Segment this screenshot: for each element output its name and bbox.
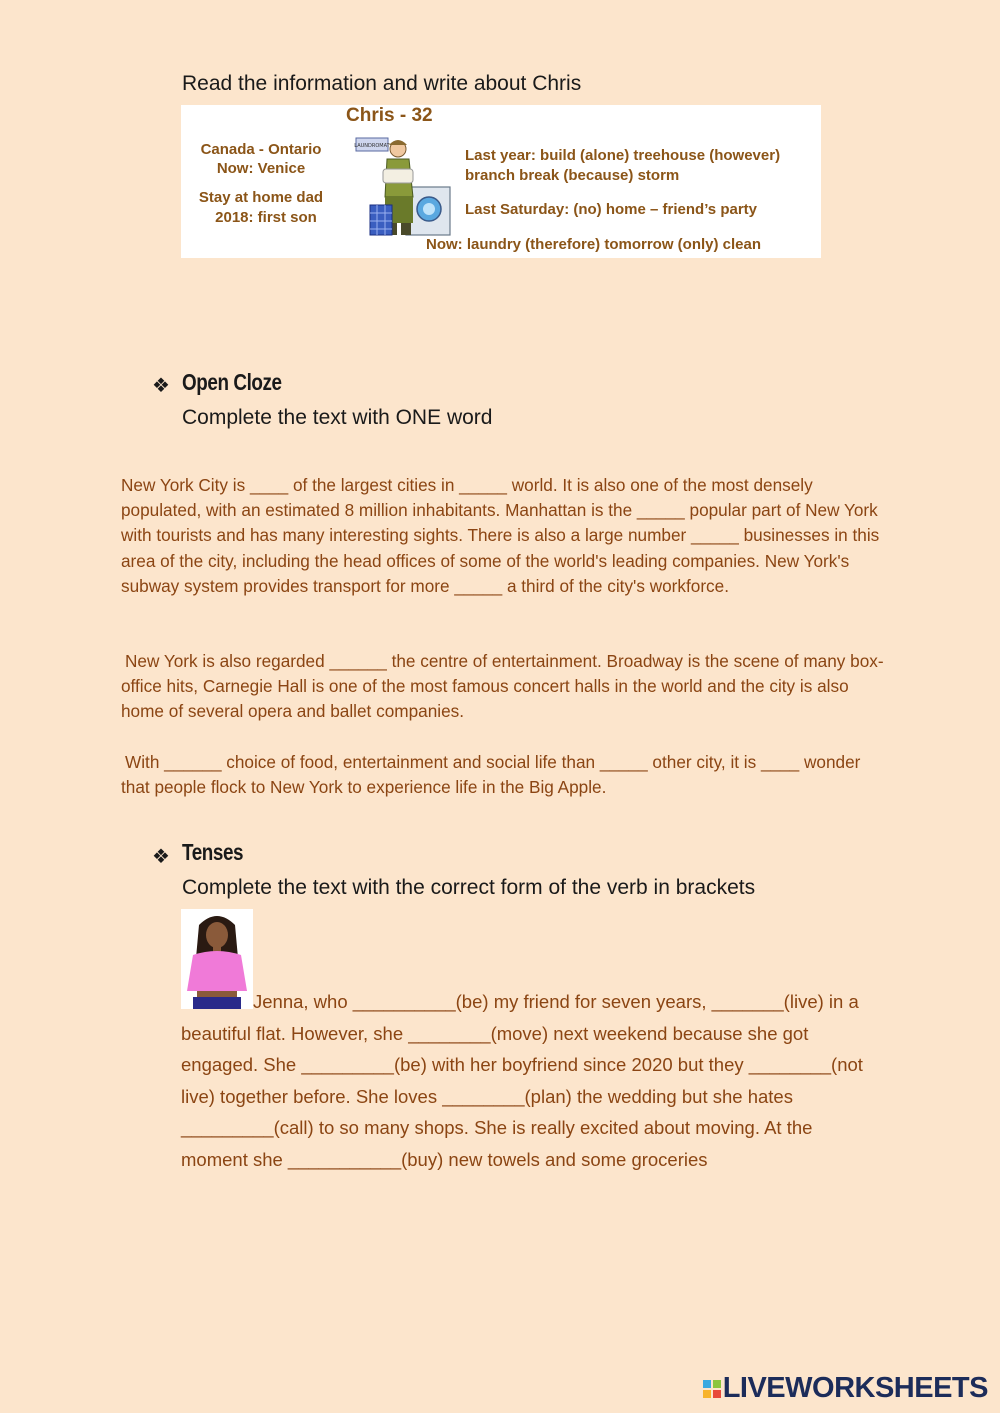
tenses-bullet-icon: ❖	[152, 846, 170, 868]
task-title: Read the information and write about Chris	[182, 72, 582, 95]
tenses-heading: Tenses	[182, 839, 244, 865]
job-text: Stay at home dad	[198, 189, 324, 206]
now-line: Now: laundry (therefore) tomorrow (only) clean	[426, 236, 762, 253]
tenses-story: Jenna, who __________(be) my friend for seven years, _______(live) in a beautiful flat. However, she ________(move) next weekend because she got engaged. She _________(be) with her boyfriend since 2020 but they ________(not live) together before. She loves ________(plan) the wedding but she hates _________(call) to so many shops. She is really excited about moving. At the moment she ___________(buy) new towels and some groceries	[181, 991, 863, 1170]
cloze-paragraph-3: With ______ choice of food, entertainment and social life than _____ other city, it is ____ wonder that people flock to New York to experience life in the Big Apple.	[121, 752, 861, 798]
cloze-paragraph-2: New York is also regarded ______ the centre of entertainment. Broadway is the scene of many box-office hits, Carnegie Hall is one of the most famous concert halls in the world and the city is also home of several opera and ballet companies.	[121, 651, 884, 722]
card-title: Chris - 32	[346, 105, 433, 126]
laundry-man-illustration	[351, 135, 461, 239]
last-year-line-1: Last year: build (alone) treehouse (however)	[465, 147, 781, 164]
last-year-line-2: branch break (because) storm	[465, 167, 680, 184]
origin-text: Canada - Ontario	[200, 141, 322, 158]
open-cloze-bullet-icon: ❖	[152, 375, 170, 397]
now-place-text: Now: Venice	[216, 160, 306, 177]
first-son-text: 2018: first son	[215, 209, 317, 226]
liveworksheets-logo-icon	[703, 1380, 721, 1398]
open-cloze-instruction: Complete the text with ONE word	[182, 406, 493, 429]
liveworksheets-logo	[703, 1372, 988, 1405]
cloze-paragraph-1: New York City is ____ of the largest cities in _____ world. It is also one of the most densely populated, with an estimated 8 million inhabitants. Manhattan is the _____ popular part of New York with tourists and has many interesting sights. There is also a large number _____ businesses in this area of the city, including the head offices of some of the world's leading companies. New York's subway system provides transport for more _____ a third of the city's workforce.	[121, 475, 880, 596]
tenses-instruction: Complete the text with the correct form of the verb in brackets	[182, 876, 756, 899]
open-cloze-heading: Open Cloze	[182, 369, 282, 395]
last-saturday-line: Last Saturday: (no) home – friend’s party	[465, 201, 757, 218]
chris-info-card	[181, 105, 821, 258]
washer-label: LAUNDROMAT	[354, 143, 390, 149]
brand-name: LIVEWORKSHEETS	[722, 1372, 988, 1404]
